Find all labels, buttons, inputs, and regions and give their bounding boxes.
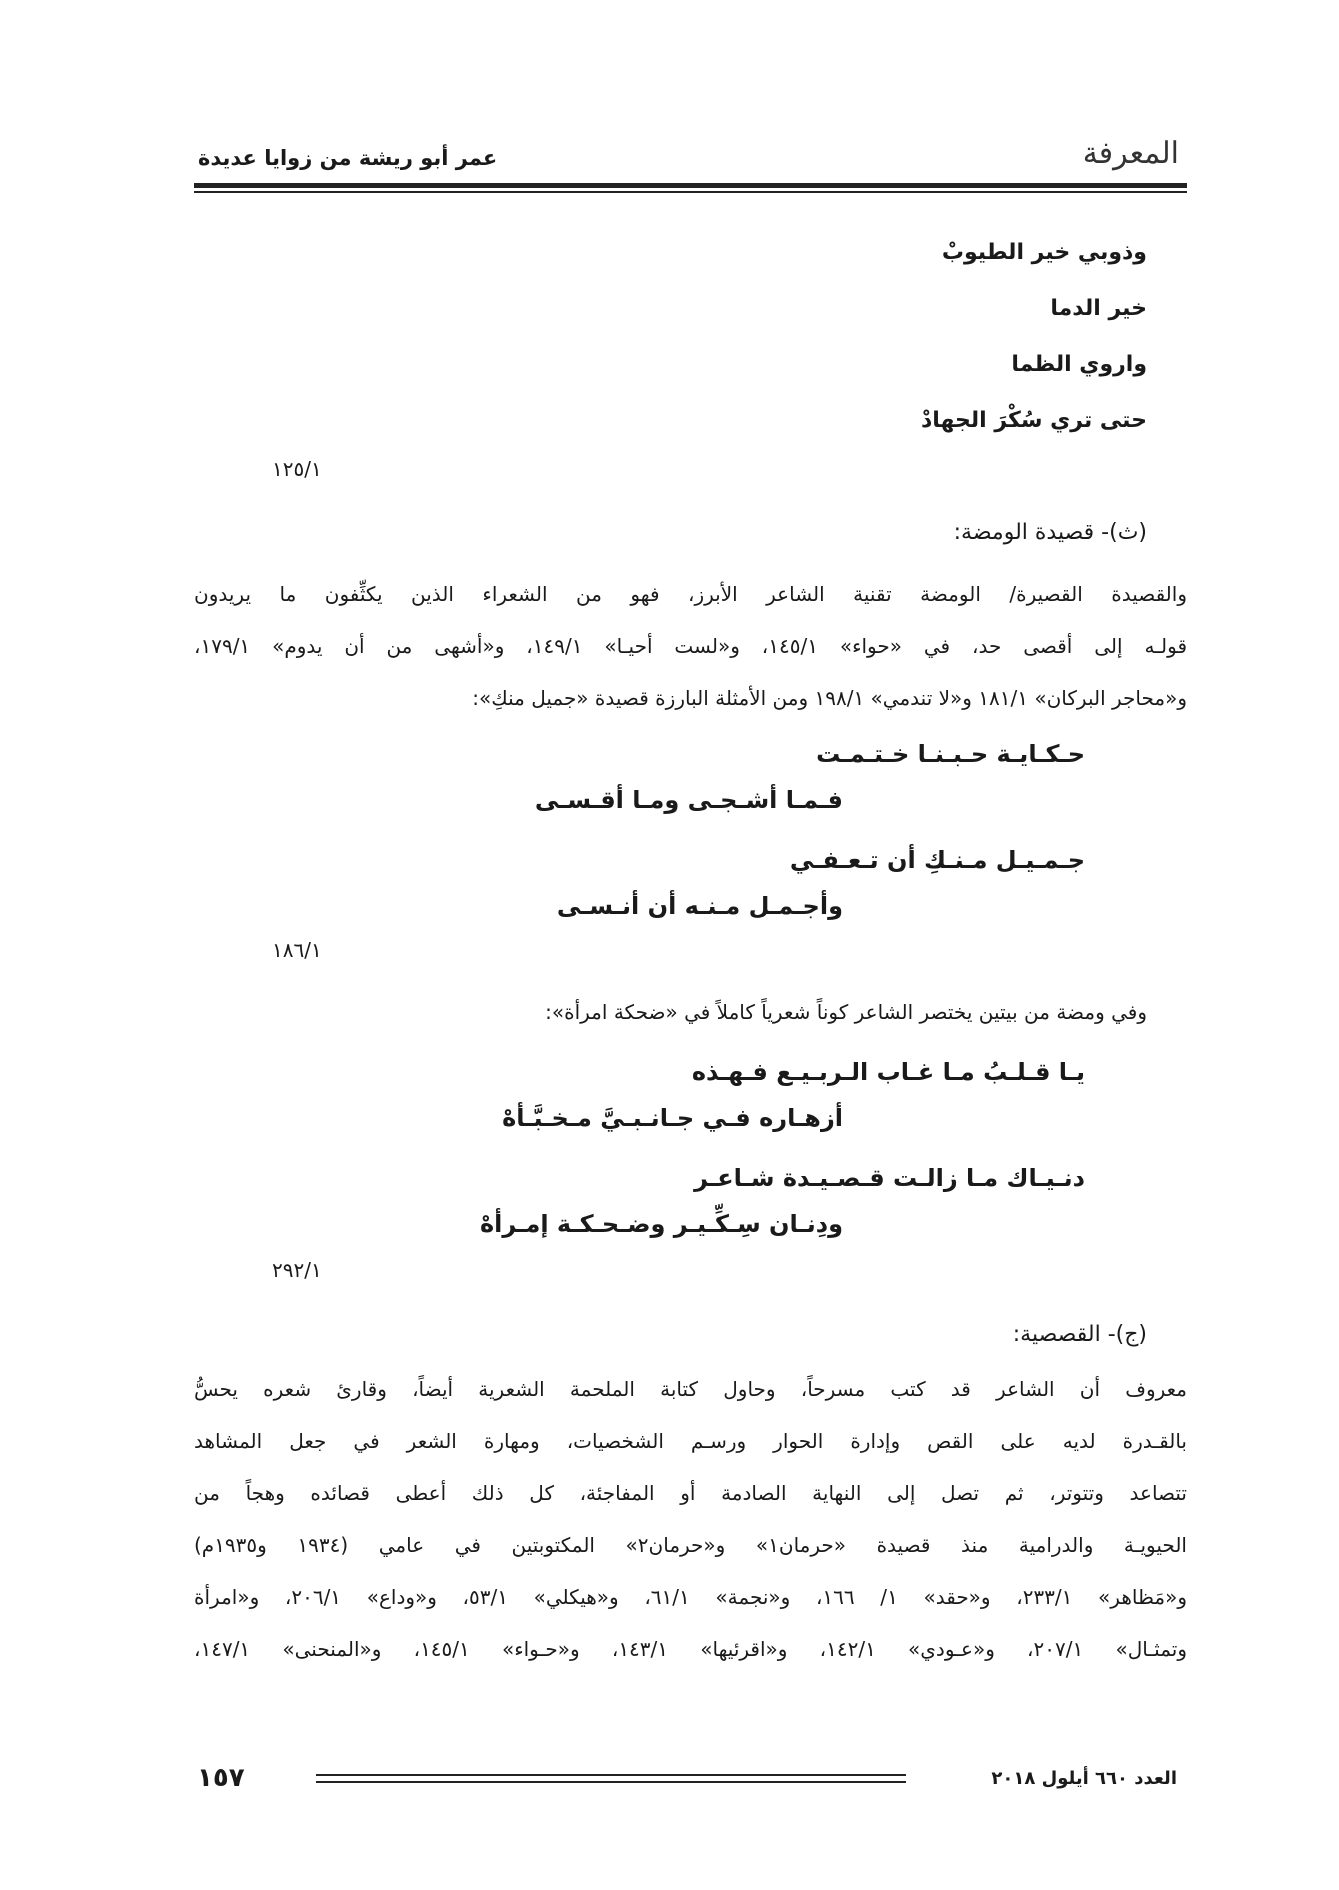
paragraph-line: الحيويـة والدرامية منذ قصيدة «حرمان١» و«حرمان٢» المكتوبتين في عامي (١٩٣٤ و١٩٣٥م): [194, 1533, 1187, 1557]
verse-hemistich-left: وأجـمـل مـنـه أن أنـسـى: [556, 892, 843, 920]
poem-line: خير الدما: [1050, 296, 1147, 321]
citation-ref: ٢٩٢/١: [272, 1258, 322, 1282]
section-heading: (ج)- القصصية:: [1012, 1322, 1147, 1347]
citation-ref: ١٢٥/١: [272, 457, 322, 481]
page-number: ١٥٧: [197, 1763, 245, 1793]
verse-hemistich-left: أزهـاره فـي جـانـبـيَّ مـخـبَّـأهْ: [502, 1104, 843, 1132]
paragraph-line: قولـه إلى أقصى حد، في «حواء» ١٤٥/١، و«لست أحيـا» ١٤٩/١، و«أشهى من أن يدوم» ١٧٩/١،: [194, 634, 1188, 658]
paragraph-line: والقصيدة القصيرة/ الومضة تقنية الشاعر الأبرز، فهو من الشعراء الذين يكثِّفون ما يريدون: [194, 582, 1187, 606]
verse-hemistich-right: جـمـيـل مـنـكِ أن تـعـفـي: [789, 846, 1085, 874]
section-heading: (ث)- قصيدة الومضة:: [953, 520, 1147, 545]
footer-rule-bottom: [316, 1781, 906, 1783]
poem-line: واروي الظما: [1011, 352, 1147, 377]
paragraph-line: و«مَظاهر» ٢٣٣/١، و«حقد» ١/ ١٦٦، و«نجمة» ٦١/١، و«هيكلي» ٥٣/١، و«وداع» ٢٠٦/١، و«امرأة: [194, 1585, 1187, 1609]
verse-hemistich-right: دنـيـاك مـا زالـت قـصـيـدة شـاعـر: [694, 1164, 1085, 1192]
verse-hemistich-right: يـا قـلـبُ مـا غـاب الـربـيـع فـهـذه: [691, 1058, 1085, 1086]
verse-hemistich-left: ودِنـان سِـكِّـيـر وضـحـكـة إمـرأهْ: [479, 1210, 843, 1238]
header-rule-thick: [194, 183, 1187, 188]
verse-hemistich-left: فـمـا أشـجـى ومـا أقـسـى: [534, 786, 843, 814]
paragraph-line: تتصاعد وتتوتر، ثم تصل إلى النهاية الصادمة أو المفاجئة، كل ذلك أعطى قصائده وهجاً من: [194, 1481, 1187, 1505]
poem-line: حتى تري سُكْرَ الجهادْ: [920, 408, 1147, 433]
journal-logo: المعرفة: [1082, 136, 1179, 171]
verse-hemistich-right: حـكـايـة حـبـنـا خـتـمـت: [816, 740, 1085, 768]
paragraph-line: بالقـدرة لديه على القص وإدارة الحوار ورسـم الشخصيات، ومهارة الشعر في جعل المشاهد: [194, 1429, 1187, 1453]
issue-info: العدد ٦٦٠ أيلول ٢٠١٨: [991, 1768, 1177, 1789]
running-title: عمر أبو ريشة من زوايا عديدة: [198, 146, 498, 170]
paragraph-line: معروف أن الشاعر قد كتب مسرحاً، وحاول كتابة الملحمة الشعرية أيضاً، وقارئ شعره يحسُّ: [194, 1377, 1187, 1401]
paragraph-line: و«محاجر البركان» ١٨١/١ و«لا تندمي» ١٩٨/١ ومن الأمثلة البارزة قصيدة «جميل منكِ»:: [472, 686, 1187, 710]
paragraph-line: وتمثـال» ٢٠٧/١، و«عـودي» ١٤٢/١، و«اقرئيها» ١٤٣/١، و«حـواء» ١٤٥/١، و«المنحنى» ١٤٧/١،: [194, 1637, 1188, 1661]
footer-rule-top: [316, 1774, 906, 1776]
citation-ref: ١٨٦/١: [272, 938, 322, 962]
paragraph-line: وفي ومضة من بيتين يختصر الشاعر كوناً شعرياً كاملاً في «ضحكة امرأة»:: [545, 1000, 1147, 1024]
header-rule-thin: [194, 191, 1187, 193]
poem-line: وذوبي خير الطيوبْ: [941, 240, 1147, 265]
